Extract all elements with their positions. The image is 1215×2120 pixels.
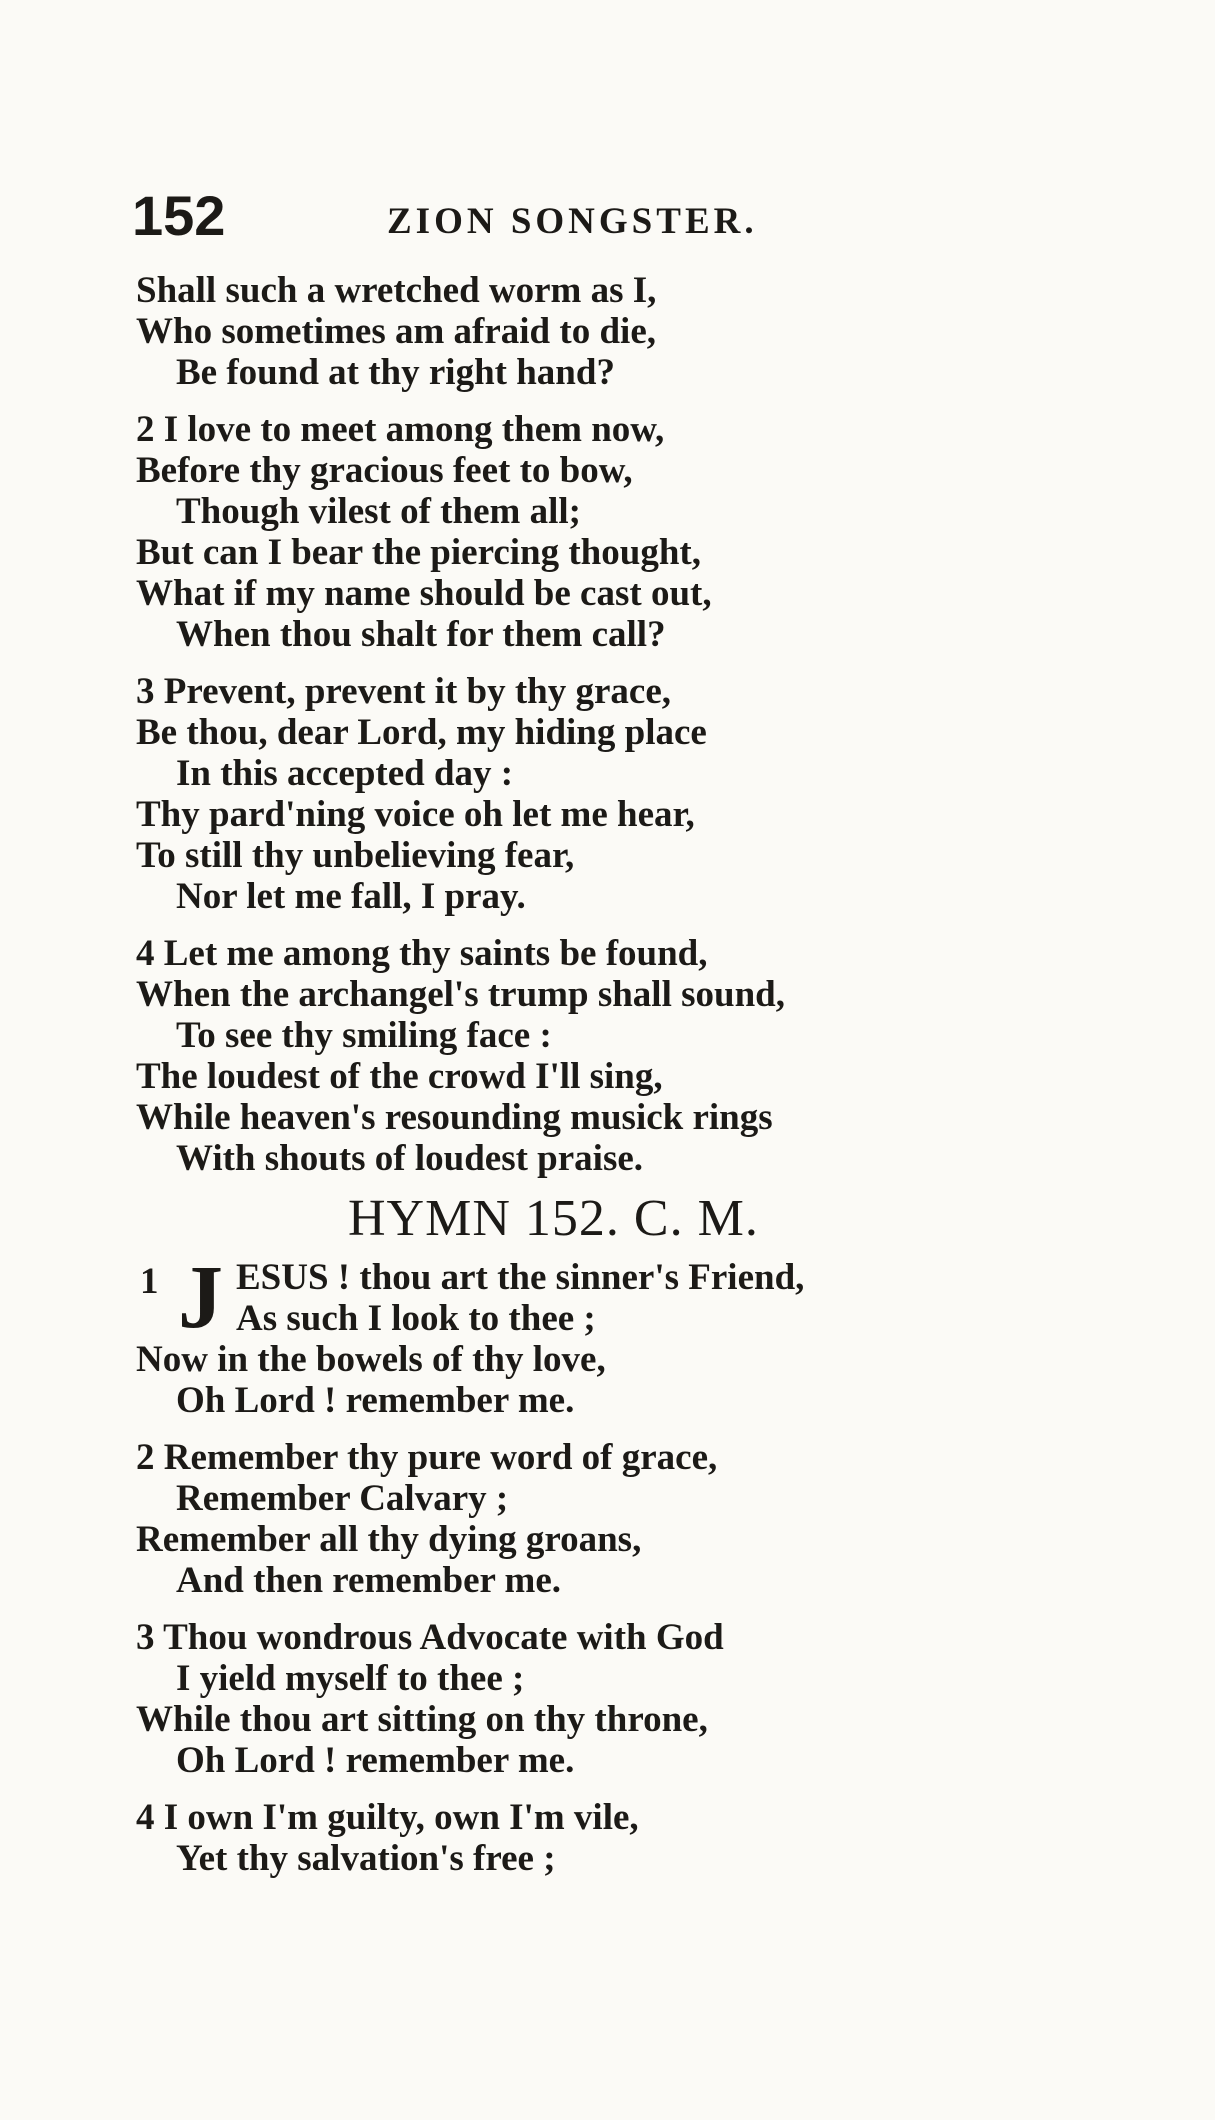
verse-line: Oh Lord ! remember me. [176,1380,575,1421]
verse-line: 3 Thou wondrous Advocate with God [136,1617,724,1658]
verse-line: Before thy gracious feet to bow, [136,450,633,491]
stanza [136,1617,976,1781]
verse-line: 2 Remember thy pure word of grace, [136,1437,718,1478]
verse-line: To see thy smiling face : [176,1015,552,1056]
verse-line: What if my name should be cast out, [136,573,712,614]
page-header [132,184,832,248]
verse-line: Though vilest of them all; [176,491,581,532]
verse-line: But can I bear the piercing thought, [136,532,701,573]
verse-line: Nor let me fall, I pray. [176,876,526,917]
verse-line: 2 I love to meet among them now, [136,409,665,450]
verse-line: 4 I own I'm guilty, own I'm vile, [136,1797,639,1838]
verse-line: With shouts of loudest praise. [176,1138,644,1179]
verse-line: Oh Lord ! remember me. [176,1740,575,1781]
dropcap-block [136,1248,976,1347]
verse-line: Be thou, dear Lord, my hiding place [136,712,707,753]
verse-line: Thy pard'ning voice oh let me hear, [136,794,695,835]
stanza [136,671,976,917]
stanza [136,1797,976,1879]
stanza [136,409,976,655]
stanza [136,1437,976,1601]
drop-cap: J [178,1248,223,1347]
stanza-number: 1 [140,1261,159,1302]
verse-line: While heaven's resounding musick rings [136,1097,773,1138]
page-body [136,270,976,1879]
verse-line: And then remember me. [176,1560,562,1601]
verse-line: The loudest of the crowd I'll sing, [136,1056,663,1097]
verse-line: ESUS ! thou art the sinner's Friend, [236,1257,805,1298]
verse-line: As such I look to thee ; [236,1298,596,1339]
stanza [136,933,976,1179]
hymn-title: HYMN 152. C. M. [348,1190,759,1247]
verse-line: I yield myself to thee ; [176,1658,525,1699]
verse-line: Yet thy salvation's free ; [176,1838,556,1879]
verse-line: Who sometimes am afraid to die, [136,311,656,352]
verse-line: 4 Let me among thy saints be found, [136,933,708,974]
verse-line: When thou shalt for them call? [176,614,666,655]
verse-line: Be found at thy right hand? [176,352,615,393]
verse-line: When the archangel's trump shall sound, [136,974,785,1015]
verse-line: Now in the bowels of thy love, [136,1339,606,1380]
verse-line: While thou art sitting on thy throne, [136,1699,708,1740]
stanza [136,1248,976,1421]
stanza [136,270,976,393]
verse-line: Remember Calvary ; [176,1478,509,1519]
verse-line: 3 Prevent, prevent it by thy grace, [136,671,672,712]
verse-line: In this accepted day : [176,753,514,794]
verse-line: To still thy unbelieving fear, [136,835,575,876]
verse-line: Remember all thy dying groans, [136,1519,642,1560]
verse-line: Shall such a wretched worm as I, [136,270,657,311]
running-title: ZION SONGSTER. [387,201,758,242]
page-number: 152 [132,184,226,247]
